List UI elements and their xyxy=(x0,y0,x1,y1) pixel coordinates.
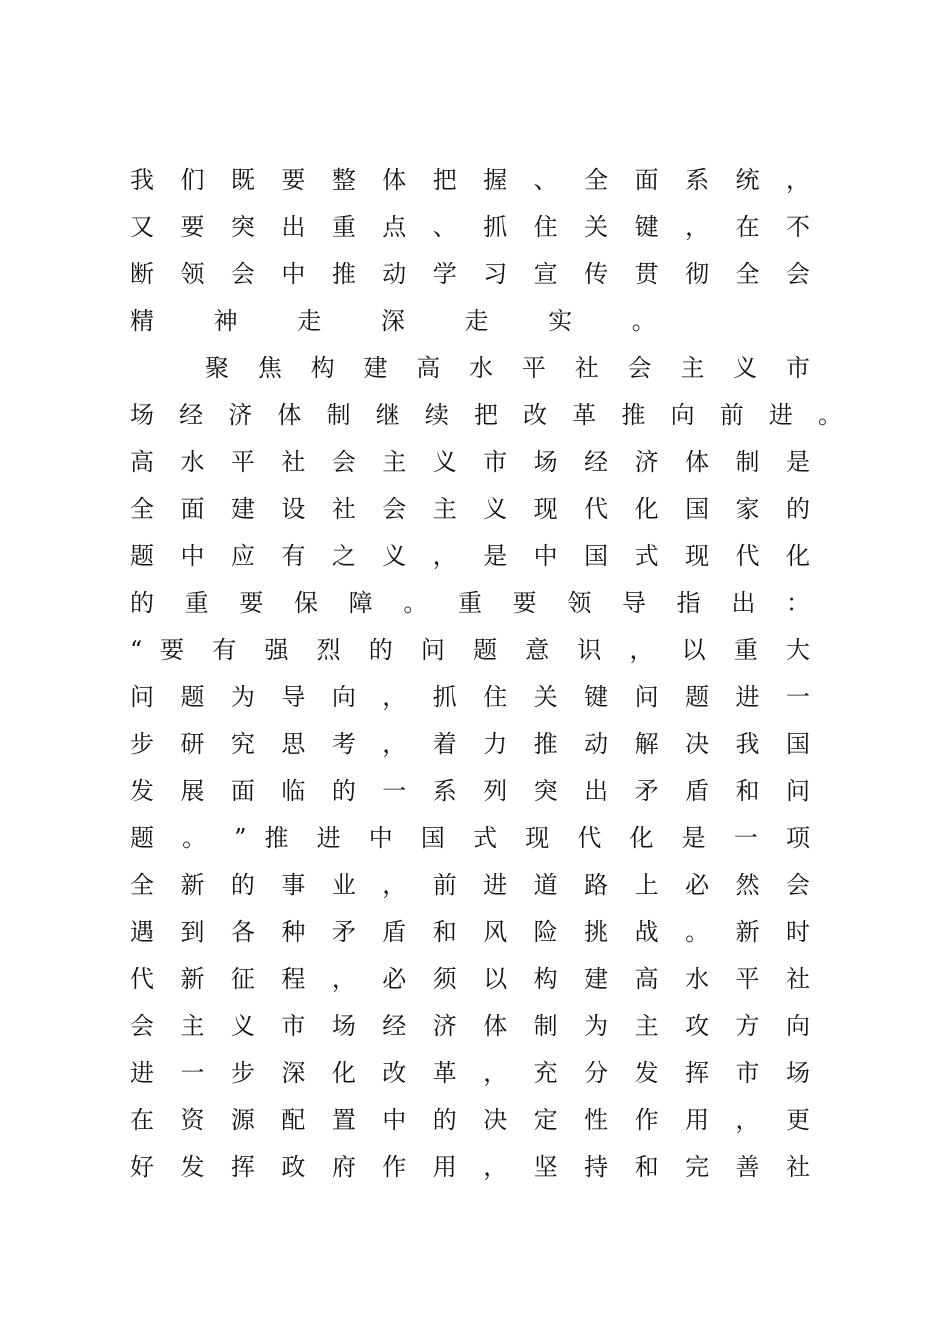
text-line: 步 研 究 思 考 ， 着 力 推 动 解 决 我 国 xyxy=(130,730,810,758)
text-line: 进 一 步 深 化 改 革 ， 充 分 发 挥 市 场 xyxy=(130,1059,810,1087)
text-line: “ 要 有 强 烈 的 问 题 意 识 ， 以 重 大 xyxy=(130,636,810,664)
text-line: 代 新 征 程 ， 必 须 以 构 建 高 水 平 社 xyxy=(130,965,810,993)
text-line: 题 。 ” 推 进 中 国 式 现 代 化 是 一 项 xyxy=(130,824,810,852)
text-line: 我 们 既 要 整 体 把 握 、 全 面 系 统 ， xyxy=(130,166,810,194)
text-line: 高 水 平 社 会 主 义 市 场 经 济 体 制 是 xyxy=(130,448,810,476)
text-line: 精 神 走 深 走 实 。 xyxy=(130,307,682,335)
text-line: 场 经 济 体 制 继 续 把 改 革 推 向 前 进 。 xyxy=(130,401,842,429)
text-line: 又 要 突 出 重 点 、 抓 住 关 键 ， 在 不 xyxy=(130,213,810,241)
text-line: 好 发 挥 政 府 作 用 ， 坚 持 和 完 善 社 xyxy=(130,1153,810,1181)
text-line: 会 主 义 市 场 经 济 体 制 为 主 攻 方 向 xyxy=(130,1012,810,1040)
text-line: 遇 到 各 种 矛 盾 和 风 险 挑 战 。 新 时 xyxy=(130,918,810,946)
text-line: 问 题 为 导 向 ， 抓 住 关 键 问 题 进 一 xyxy=(130,683,810,711)
text-line: 在 资 源 配 置 中 的 决 定 性 作 用 ， 更 xyxy=(130,1106,810,1134)
paragraph-first-line: 聚 焦 构 建 高 水 平 社 会 主 义 市 xyxy=(205,354,810,382)
text-line: 断 领 会 中 推 动 学 习 宣 传 贯 彻 全 会 xyxy=(130,260,810,288)
text-line: 发 展 面 临 的 一 系 列 突 出 矛 盾 和 问 xyxy=(130,777,810,805)
text-line: 的 重 要 保 障 。 重 要 领 导 指 出 ： xyxy=(130,589,810,617)
text-line: 全 新 的 事 业 ， 前 进 道 路 上 必 然 会 xyxy=(130,871,810,899)
text-line: 题 中 应 有 之 义 ， 是 中 国 式 现 代 化 xyxy=(130,542,810,570)
text-line: 全 面 建 设 社 会 主 义 现 代 化 国 家 的 xyxy=(130,495,810,523)
